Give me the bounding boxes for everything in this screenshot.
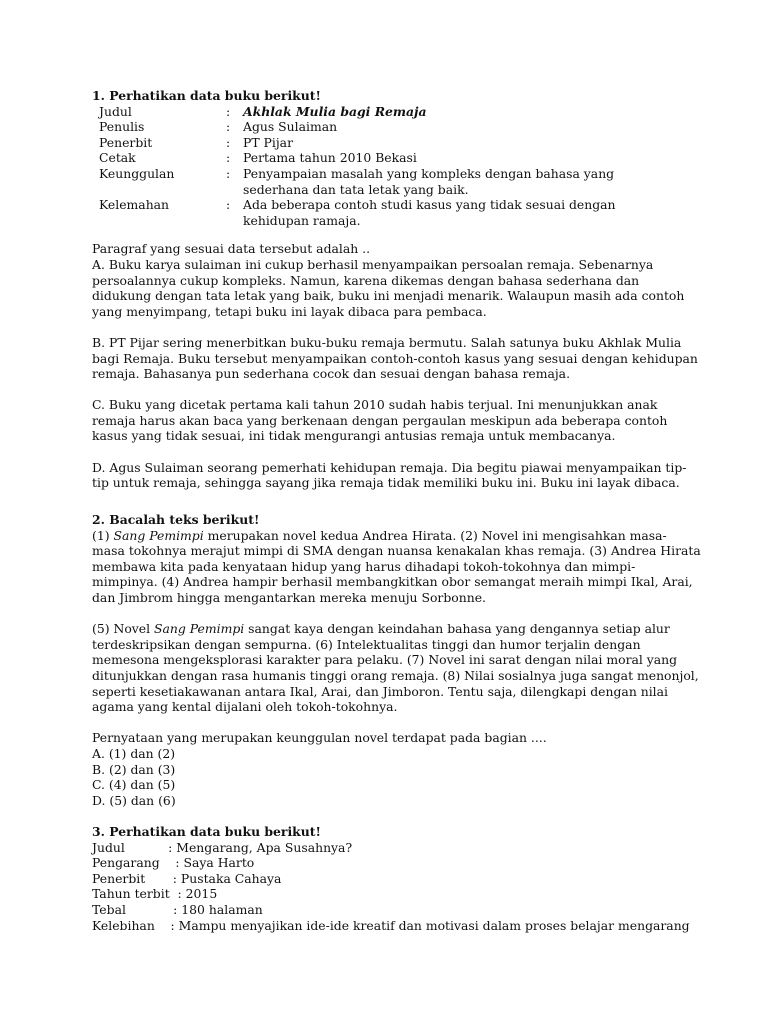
q3-row-penerbit: Penerbit : Pustaka Cahaya [92, 870, 282, 886]
novel-title: Sang Pemimpi [113, 527, 204, 543]
q1-row-cetak [92, 150, 692, 166]
option-b: B. (2) dan (3) [92, 761, 176, 777]
text-span: (1) [92, 527, 114, 543]
row-value-line: sederhana dan tata letak yang baik. [243, 181, 469, 197]
q1-row-keunggulan [92, 166, 692, 197]
text-line: remaja harus akan baca yang berkenaan dengan pergaulan meskipun ada beberapa contoh [92, 412, 668, 428]
text-line: remaja. Bahasanya pun sederhana cocok dan sesuai dengan bahasa remaja. [92, 366, 571, 382]
q3-row-pengarang: Pengarang : Saya Harto [92, 855, 255, 871]
q1-row-penerbit [92, 135, 692, 151]
text-line: agama yang kental dijalani oleh tokoh-tokohnya. [92, 699, 398, 715]
row-value-line: Penyampaian masalah yang kompleks dengan bahasa yang [243, 165, 615, 181]
question-1 [92, 88, 698, 491]
option-a [92, 257, 692, 319]
text-line: A. Buku karya sulaiman ini cukup berhasil menyampaikan persoalan remaja. Sebenarnya [92, 256, 654, 272]
option-c [92, 397, 692, 444]
text-line: terdeskripsikan dengan sempurna. (6) Intelektualitas tinggi dan humor terjalin dengan [92, 636, 641, 652]
text-line: seperti kesetiakawanan antara Ikal, Arai, dan Jimboron. Tentu saja, dilengkapi dengan nilai [92, 683, 668, 699]
row-value: PT Pijar [243, 134, 293, 150]
row-colon: : [226, 103, 231, 119]
text-line: tip untuk remaja, sehingga sayang jika remaja tidak memiliki buku ini. Buku ini layak dibaca. [92, 475, 680, 491]
row-colon: : [226, 150, 231, 166]
q3-row-kelebihan: Kelebihan : Mampu menyajikan ide-ide kreatif dan motivasi dalam proses belajar mengarang [92, 917, 690, 933]
text-line: ditunjukkan dengan rasa humanis tinggi orang remaja. (8) Nilai sosialnya juga sangat menonjol, [92, 667, 699, 683]
text-span: sangat kaya dengan keindahan bahasa yang dengannya setiap alur [244, 621, 670, 637]
text-line: bagi Remaja. Buku tersebut menyampaikan contoh-contoh kasus yang sesuai dengan kehidupan [92, 350, 698, 366]
question-1-title: 1. Perhatikan data buku berikut! [92, 88, 321, 103]
row-value: Agus Sulaiman [243, 119, 338, 135]
row-key: Keunggulan [99, 165, 175, 181]
row-key: Penerbit [99, 134, 153, 150]
question-2 [92, 512, 701, 808]
text-line: kasus yang tidak sesuai, ini tidak mengurangi antusias remaja untuk membacanya. [92, 428, 616, 444]
text-span: (5) Novel [92, 621, 155, 637]
text-line: persoalannya cukup kompleks. Namun, karena dikemas dengan bahasa sederhana dan [92, 272, 640, 288]
option-b [92, 334, 698, 382]
text-line: dan Jimbrom hingga mengantarkan mereka menuju Sorbonne. [92, 589, 486, 605]
q3-row-tahun-terbit: Tahun terbit : 2015 [92, 886, 218, 902]
novel-title: Sang Pemimpi [154, 621, 245, 637]
row-key: Cetak [99, 150, 136, 166]
q1-row-kelemahan [92, 197, 692, 228]
paragraph-2 [92, 621, 699, 715]
text-line: masa tokohnya merajut mimpi di SMA dengan nuansa kenakalan khas remaja. (3) Andrea Hirata [92, 543, 701, 559]
q1-row-penulis [92, 119, 692, 135]
row-colon: : [226, 197, 231, 213]
row-value-line: kehidupan ramaja. [243, 212, 361, 228]
text-line: D. Agus Sulaiman seorang pemerhati kehidupan remaja. Dia begitu piawai menyampaikan tip- [92, 459, 687, 475]
text-line [92, 528, 692, 544]
row-key: Penulis [99, 119, 145, 135]
row-value: Akhlak Mulia bagi Remaja [243, 103, 427, 119]
text-span: merupakan novel kedua Andrea Hirata. (2) Novel ini mengisahkan masa- [203, 527, 667, 543]
option-d [92, 460, 692, 491]
row-value-line: Ada beberapa contoh studi kasus yang tidak sesuai dengan [243, 197, 616, 213]
row-colon: : [226, 119, 231, 135]
question-2-prompt: Pernyataan yang merupakan keunggulan novel terdapat pada bagian .... [92, 730, 547, 746]
row-value: Pertama tahun 2010 Bekasi [243, 150, 417, 166]
text-line: membawa kita pada kenyataan hidup yang harus dihadapi tokoh-tokohnya dan mimpi- [92, 558, 636, 574]
question-2-title: 2. Bacalah teks berikut! [92, 512, 260, 527]
row-colon: : [226, 134, 231, 150]
paragraph-1 [92, 527, 701, 606]
option-c: C. (4) dan (5) [92, 777, 176, 793]
q3-row-tebal: Tebal : 180 halaman [92, 901, 263, 917]
q3-row-judul: Judul : Mengarang, Apa Susahnya? [92, 839, 353, 855]
row-key: Kelemahan [99, 197, 170, 213]
text-line [92, 621, 692, 637]
row-value [243, 165, 615, 197]
text-line: yang menyimpang, tetapi buku ini layak dibaca para pembaca. [92, 303, 487, 319]
question-1-prompt: Paragraf yang sesuai data tersebut adalah .. [92, 241, 371, 257]
row-colon: : [226, 165, 231, 181]
question-3 [92, 824, 692, 933]
row-key: Judul [99, 103, 132, 119]
text-line: C. Buku yang dicetak pertama kali tahun 2010 sudah habis terjual. Ini menunjukkan anak [92, 397, 658, 413]
text-line: didukung dengan tata letak yang baik, buku ini menjadi menarik. Walaupun masih ada contoh [92, 288, 685, 304]
text-line: mimpinya. (4) Andrea hampir berhasil membangkitkan obor semangat meraih mimpi Ikal, Arai, [92, 574, 693, 590]
text-line: B. PT Pijar sering menerbitkan buku-buku remaja bermutu. Salah satunya buku Akhlak Mulia [92, 334, 682, 350]
question-3-title: 3. Perhatikan data buku berikut! [92, 824, 321, 839]
text-line: memesona mengeksplorasi karakter para pelaku. (7) Novel ini sarat dengan nilai moral yang [92, 652, 678, 668]
option-a: A. (1) dan (2) [92, 745, 176, 761]
row-value [243, 197, 616, 228]
option-d: D. (5) dan (6) [92, 792, 176, 808]
q1-row-judul [92, 104, 692, 120]
